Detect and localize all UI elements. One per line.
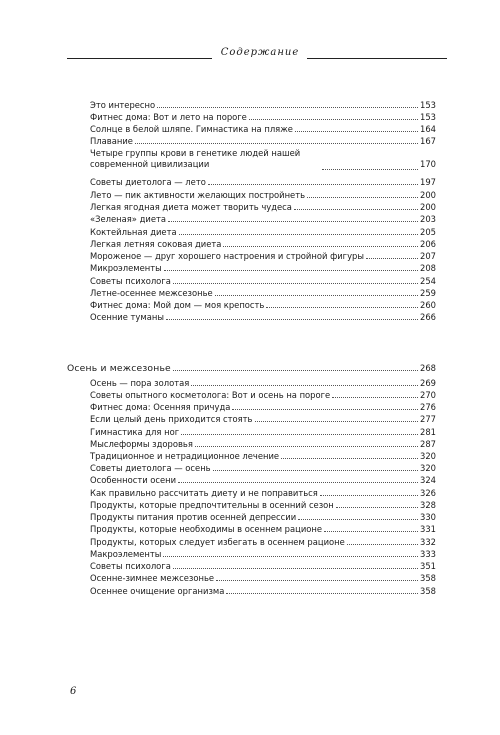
toc-entry <box>90 300 436 311</box>
toc-entry <box>90 227 436 238</box>
toc-entry <box>90 500 436 511</box>
toc-entry <box>90 239 436 250</box>
toc-entry <box>90 202 436 213</box>
toc-entry-page: 320 <box>420 451 436 461</box>
toc-entry-title: Советы психолога <box>90 276 171 286</box>
toc-entry <box>90 148 436 170</box>
dot-leader <box>298 512 418 520</box>
dot-leader <box>307 190 418 198</box>
toc-entry <box>90 312 436 323</box>
toc-entry-title: Солнце в белой шляпе. Гимнастика на пляже <box>90 124 293 134</box>
dot-leader <box>163 549 418 557</box>
dot-leader <box>294 202 418 210</box>
dot-leader <box>266 300 418 308</box>
dot-leader <box>232 402 418 410</box>
toc-entry <box>90 573 436 584</box>
toc-entry-page: 270 <box>420 390 436 400</box>
toc-entry-title: Легкая ягодная диета может творить чудеса <box>90 202 292 212</box>
dot-leader <box>215 288 418 296</box>
toc-entry-title: Осеннее очищение организма <box>90 586 225 596</box>
toc-entry-title: Особенности осени <box>90 475 177 485</box>
dot-leader <box>281 451 418 459</box>
toc-entry-title: Коктейльная диета <box>90 227 177 237</box>
toc-entry <box>90 177 436 188</box>
toc-entry <box>90 214 436 225</box>
toc-entry-title: Осень и межсезонье <box>67 363 171 374</box>
toc-entry-title: Мороженое — друг хорошего настроения и стройной фигуры <box>90 251 364 261</box>
toc-entry <box>90 427 436 438</box>
toc-entry-page: 200 <box>420 190 436 200</box>
toc-entry-title: Макроэлементы <box>90 549 162 559</box>
toc-entry-page: 268 <box>420 363 436 373</box>
toc-entry <box>90 288 436 299</box>
toc-entry <box>90 100 436 111</box>
toc-entry-page: 320 <box>420 463 436 473</box>
toc-entry-page: 358 <box>420 573 436 583</box>
toc-entry-title: Традиционное и нетрадиционное лечение <box>90 451 280 461</box>
toc-entry <box>90 512 436 523</box>
toc-entry-title: Мыслеформы здоровья <box>90 439 193 449</box>
dot-leader <box>223 239 418 247</box>
dot-leader <box>195 439 418 447</box>
toc-entry-page: 351 <box>420 561 436 571</box>
dot-leader <box>213 463 418 471</box>
toc-entry <box>90 414 436 425</box>
toc-entry-page: 358 <box>420 586 436 596</box>
dot-leader <box>135 136 418 144</box>
toc-entry-page: 254 <box>420 276 436 286</box>
toc-entry <box>90 561 436 572</box>
toc-entry-page: 164 <box>420 124 436 134</box>
toc-entry <box>90 451 436 462</box>
dot-leader <box>166 312 418 320</box>
toc-entry-title: Продукты, которые предпочтительны в осенний сезон <box>90 500 334 510</box>
toc-entry-title: Продукты, которые необходимы в осеннем рационе <box>90 524 323 534</box>
toc-entry-page: 207 <box>420 251 436 261</box>
dot-leader <box>173 561 418 569</box>
toc-entry-title: Советы диетолога — осень <box>90 463 211 473</box>
header-rule-left <box>67 58 212 59</box>
dot-leader <box>324 524 418 532</box>
toc-entry-page: 277 <box>420 414 436 424</box>
toc-entry-page: 324 <box>420 475 436 485</box>
toc-entry <box>90 378 436 389</box>
toc-entry-page: 276 <box>420 402 436 412</box>
dot-leader <box>179 227 418 235</box>
toc-entry-page: 200 <box>420 202 436 212</box>
toc-entry <box>90 402 436 413</box>
toc-entry-title: «Зеленая» диета <box>90 214 166 224</box>
toc-entry-page: 259 <box>420 288 436 298</box>
toc-entry-title: Осень — пора золотая <box>90 378 190 388</box>
toc-entry <box>90 124 436 135</box>
page-number: 6 <box>70 686 77 697</box>
toc-entry-page: 203 <box>420 214 436 224</box>
toc-entry-title: Осенне-зимнее межсезонье <box>90 573 215 583</box>
dot-leader <box>320 488 418 496</box>
dot-leader <box>173 276 418 284</box>
header-rule-right <box>307 58 447 59</box>
dot-leader <box>255 414 419 422</box>
toc-entry-page: 330 <box>420 512 436 522</box>
toc-entry-title: Как правильно рассчитать диету и не поправиться <box>90 488 318 498</box>
toc-entry-page: 197 <box>420 177 436 187</box>
toc-entry-title: Осенние туманы <box>90 312 164 322</box>
toc-entry-page: 170 <box>420 159 436 169</box>
toc-entry-title: Советы опытного косметолога: Вот и осень на пороге <box>90 390 331 400</box>
toc-entry-page: 205 <box>420 227 436 237</box>
toc-entry-page: 153 <box>420 112 436 122</box>
toc-entry-page: 333 <box>420 549 436 559</box>
toc-entry-title: Четыре группы крови в генетике людей нашей современной цивилизации <box>90 148 301 169</box>
toc-entry-page: 206 <box>420 239 436 249</box>
toc-entry-title: Советы диетолога — лето <box>90 177 206 187</box>
toc-entry <box>90 524 436 535</box>
toc-entry-title: Микроэлементы <box>90 263 162 273</box>
toc-entry <box>90 136 436 147</box>
toc-entry <box>90 439 436 450</box>
dot-leader <box>191 378 418 386</box>
dot-leader <box>178 475 418 483</box>
dot-leader <box>216 573 418 581</box>
toc-entry-title: Советы психолога <box>90 561 171 571</box>
dot-leader <box>226 586 418 594</box>
toc-entry-page: 328 <box>420 500 436 510</box>
toc-entry-title: Фитнес дома: Осенняя причуда <box>90 402 231 412</box>
toc-entry <box>90 251 436 262</box>
toc-entry-title: Фитнес дома: Мой дом — моя крепость <box>90 300 265 310</box>
toc-entry-title: Лето — пик активности желающих постройнеть <box>90 190 306 200</box>
dot-leader <box>336 500 418 508</box>
toc-entry-title: Если целый день приходится стоять <box>90 414 253 424</box>
toc-entry-title: Продукты питания против осенней депрессии <box>90 512 297 522</box>
dot-leader <box>164 263 418 271</box>
toc-entry-title: Плавание <box>90 136 133 146</box>
dot-leader <box>157 100 418 108</box>
dot-leader <box>332 390 418 398</box>
toc-entry-page: 208 <box>420 263 436 273</box>
toc-entry-title: Летне-осеннее межсезонье <box>90 288 213 298</box>
toc-entry <box>90 586 436 597</box>
toc-entry-page: 266 <box>420 312 436 322</box>
toc-entry <box>90 112 436 123</box>
dot-leader <box>322 162 418 170</box>
toc-entry <box>90 276 436 287</box>
toc-entry-page: 326 <box>420 488 436 498</box>
toc-entry-page: 332 <box>420 537 436 547</box>
toc-entry <box>90 463 436 474</box>
toc-entry <box>90 537 436 548</box>
toc-entry <box>90 263 436 274</box>
toc-entry <box>90 549 436 560</box>
toc-entry <box>90 390 436 401</box>
toc-entry-title: Легкая летняя соковая диета <box>90 239 222 249</box>
toc-entry-page: 269 <box>420 378 436 388</box>
toc-entry-title: Продукты, которых следует избегать в осеннем рационе <box>90 537 345 547</box>
toc-entry-page: 281 <box>420 427 436 437</box>
toc-entry-page: 287 <box>420 439 436 449</box>
toc-entry <box>90 190 436 201</box>
toc-entry-title: Гимнастика для ног <box>90 427 180 437</box>
toc-entry-page: 260 <box>420 300 436 310</box>
toc-entry <box>90 488 436 499</box>
running-header <box>67 40 447 66</box>
toc-entry-page: 167 <box>420 136 436 146</box>
dot-leader <box>366 251 418 259</box>
header-title: Содержание <box>220 47 300 58</box>
dot-leader <box>347 537 418 545</box>
dot-leader <box>168 214 418 222</box>
toc-section-heading <box>67 363 436 374</box>
toc-entry-title: Это интересно <box>90 100 156 110</box>
toc-entry-title: Фитнес дома: Вот и лето на пороге <box>90 112 247 122</box>
dot-leader <box>295 124 418 132</box>
dot-leader <box>208 177 418 185</box>
dot-leader <box>181 427 418 435</box>
dot-leader <box>173 363 418 371</box>
toc-entry-page: 331 <box>420 524 436 534</box>
dot-leader <box>249 112 418 120</box>
toc-entry <box>90 475 436 486</box>
toc-entry-page: 153 <box>420 100 436 110</box>
